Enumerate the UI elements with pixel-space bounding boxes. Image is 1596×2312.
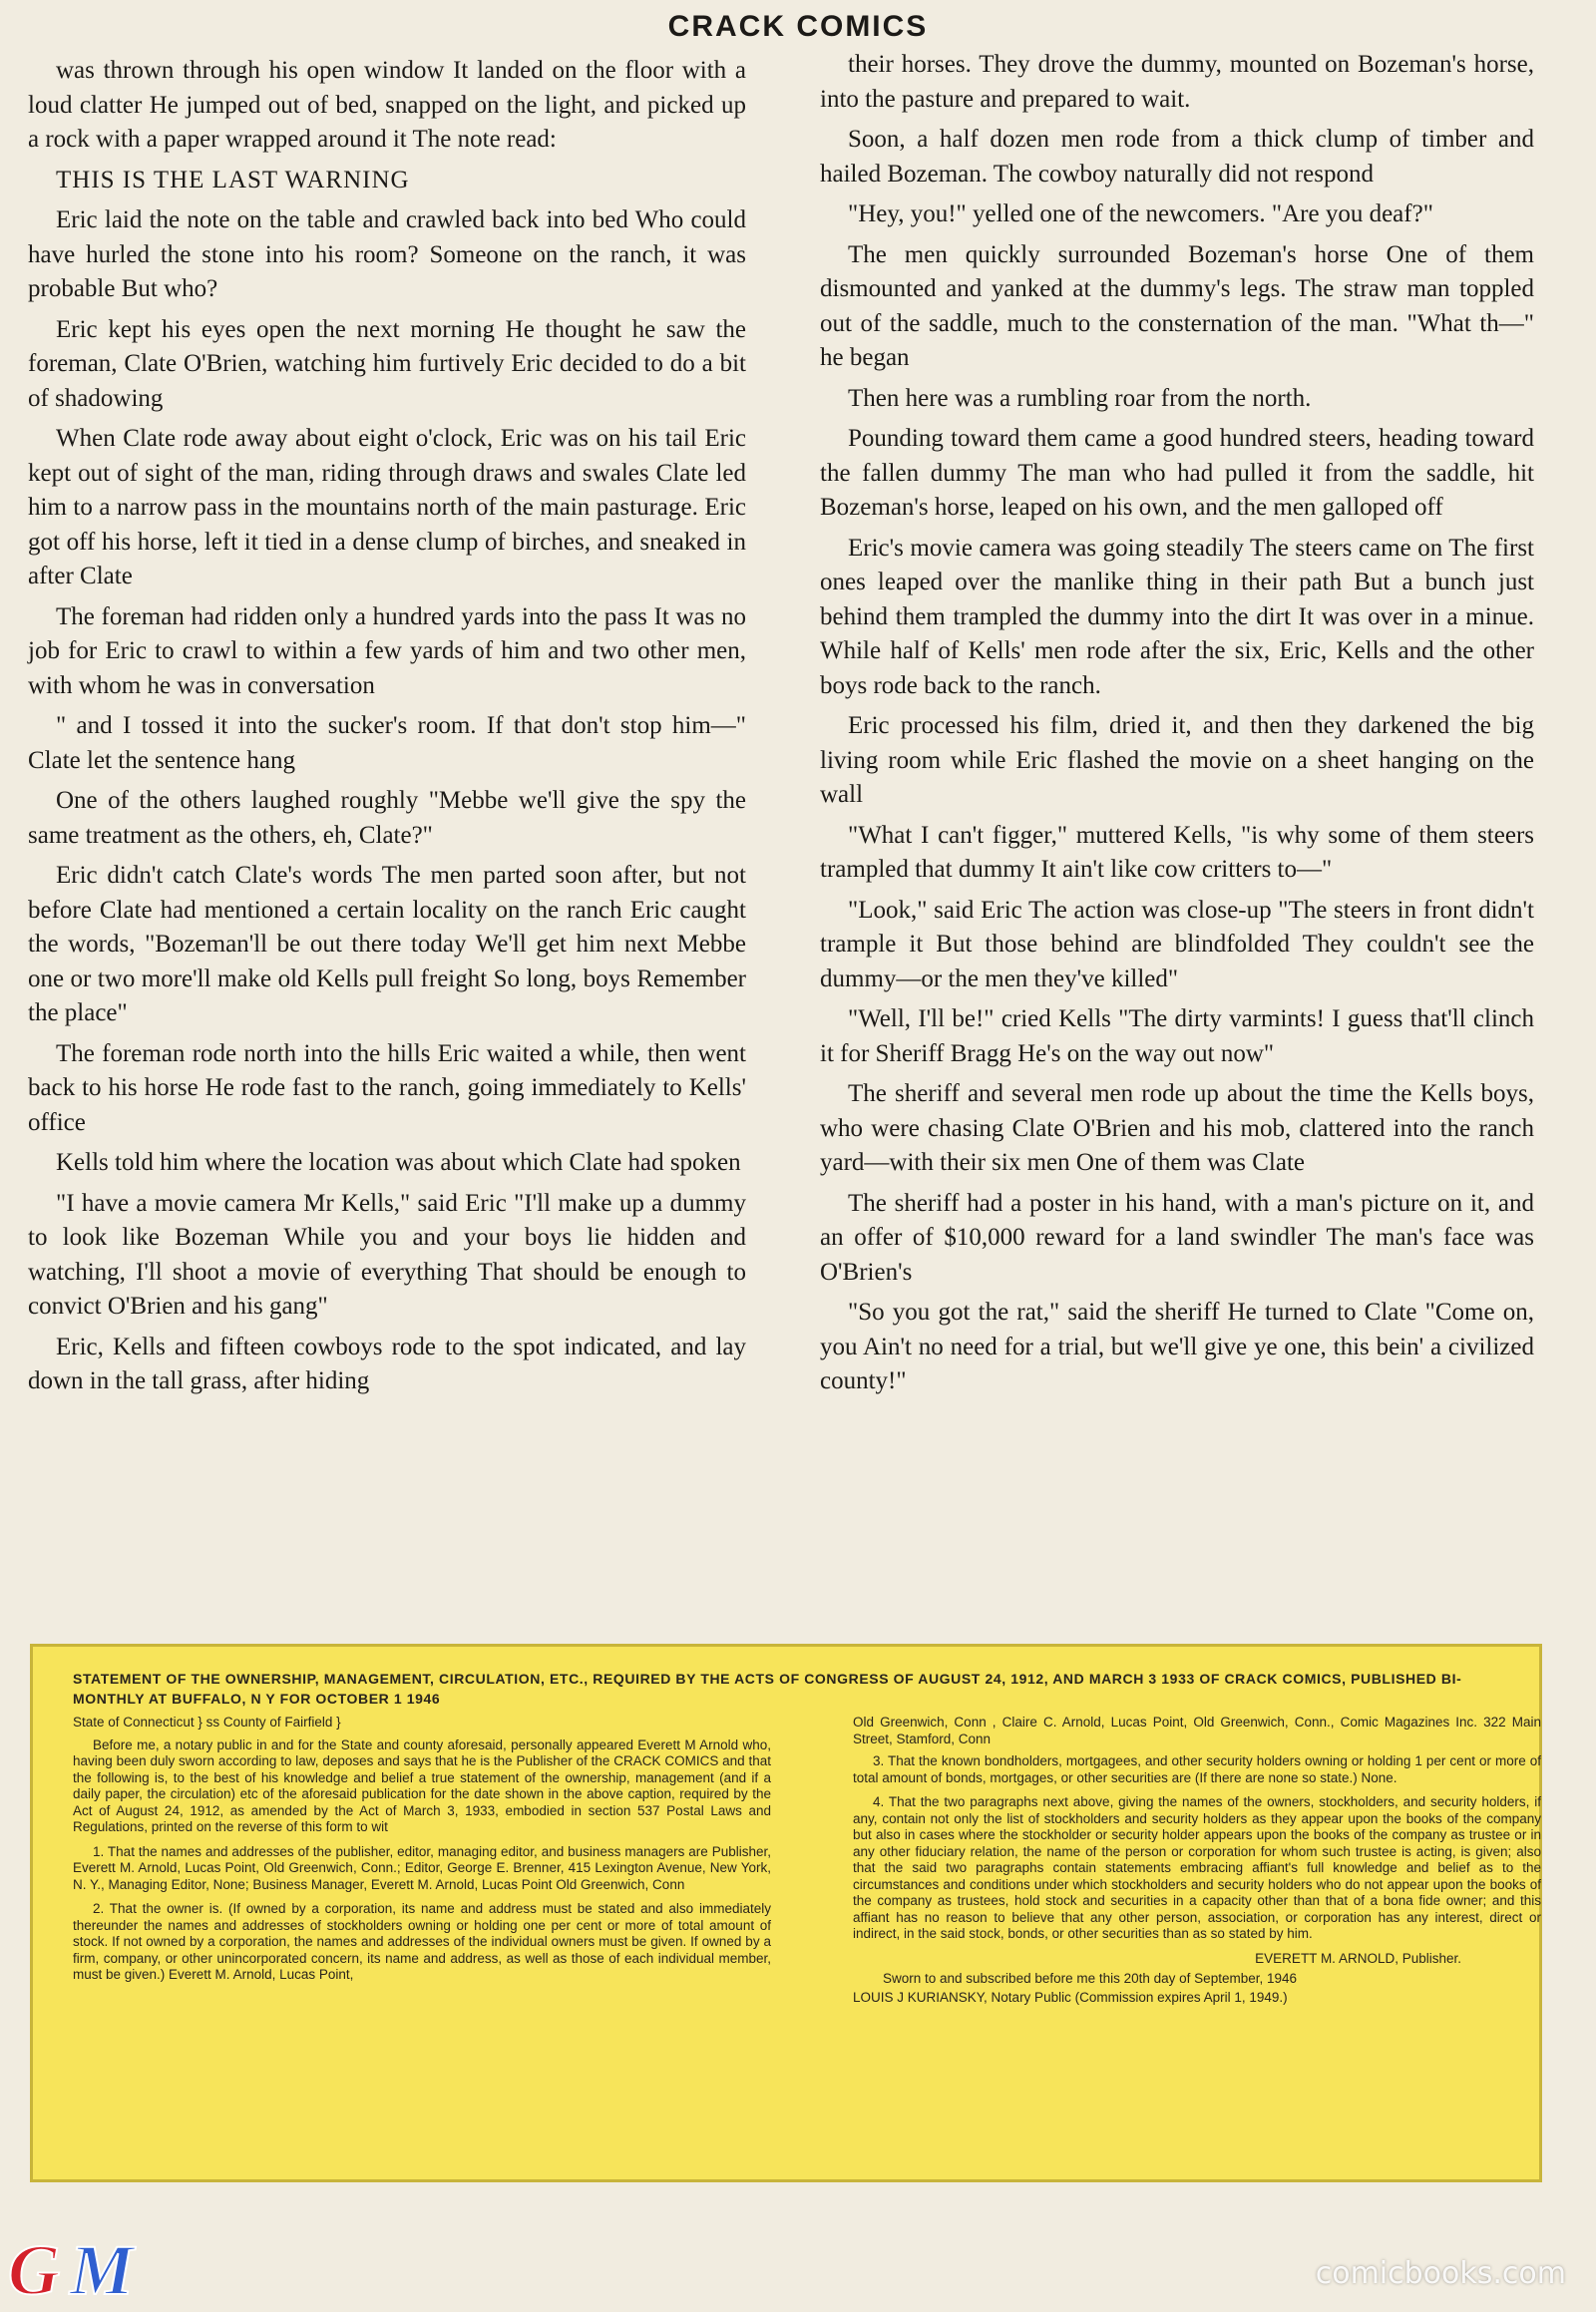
svg-text:M: M	[70, 2230, 135, 2306]
statement-paragraph: 4. That the two paragraphs next above, giving the names of the owners, stockholders, and security holders, if any, contain not only the list of stockholders and security holders as they appear upon the books of the company but also in cases where the stockholder or security holder appears upon the books of the company as trustee or in any other fiduciary relation, the name of the person or corporation for whom such trustee is acting, is given; also that the said two paragraphs contain statements embracing affiant's full knowledge and belief as to the circumstances and conditions under which stockholders and security holders who do not appear upon the books of the company as trustees, hold stock and securities in a capacity other than that of a bona fide owner; and this affiant has no reason to believe that any other person, association, or corporation has any interest, direct or indirect, in the said stock, bonds, or other securities than as so stated by him.	[853, 1794, 1541, 1941]
story-paragraph: Eric kept his eyes open the next morning He thought he saw the foreman, Clate O'Brien, watching him furtively Eric decided to do a bit of shadowing	[28, 315, 746, 412]
story-paragraph: Eric processed his film, dried it, and then they darkened the big living room while Eric flashed the movie on a sheet hanging on the wall	[820, 712, 1534, 808]
story-column-left	[28, 54, 746, 1405]
story-paragraph: "Well, I'll be!" cried Kells "The dirty varmints! I guess that'll clinch it for Sheriff Bragg He's on the way out now"	[820, 1005, 1534, 1067]
sworn-line: Sworn to and subscribed before me this 20th day of September, 1946	[883, 1971, 1298, 1986]
statement-heading: STATEMENT OF THE OWNERSHIP, MANAGEMENT, CIRCULATION, ETC., REQUIRED BY THE ACTS OF CONGRESS OF AUGUST 24, 1912, AND MARCH 3 1933 OF CRACK COMICS, PUBLISHED BI-MONTHLY AT BUFFALO, N Y FOR OCTOBER 1 1946	[73, 1671, 1462, 1707]
story-paragraph: Kells told him where the location was about which Clate had spoken	[56, 1149, 741, 1176]
story-paragraph: their horses. They drove the dummy, mounted on Bozeman's horse, into the pasture and prepared to wait.	[820, 51, 1534, 113]
statement-column-right	[853, 1715, 1541, 2012]
story-paragraph: "So you got the rat," said the sheriff He turned to Clate "Come on, you Ain't no need for a trial, but we'll give ye one, this bein' a civilized county!"	[820, 1299, 1534, 1394]
story-paragraph: The sheriff and several men rode up about the time the Kells boys, who were chasing Clate O'Brien and his mob, clattered into the ranch yard—with their six men One of them was Clate	[820, 1080, 1534, 1176]
story-paragraph: Soon, a half dozen men rode from a thick clump of timber and hailed Bozeman. The cowboy naturally did not respond	[820, 126, 1534, 188]
statement-paragraph: Before me, a notary public in and for the State and county aforesaid, personally appeared Everett M Arnold who, having been duly sworn according to law, deposes and says that he is the Publisher of the CRACK COMICS and that the following is, to the best of his knowledge and belief a true statement of the ownership, management (and if a daily paper, the circulation) etc of the aforesaid publication for the date shown in the above caption, required by the Act of August 24, 1912, as amended by the Act of March 3, 1933, embodied in section 537 Postal Laws and Regulations, printed on the reverse of this form to wit	[73, 1736, 771, 1834]
story-paragraph: "Hey, you!" yelled one of the newcomers. "Are you deaf?"	[848, 200, 1433, 227]
story-paragraph: " and I tossed it into the sucker's room. If that don't stop him—" Clate let the sentence hang	[28, 712, 746, 774]
story-paragraph: The men quickly surrounded Bozeman's horse One of them dismounted and yanked at the dummy's legs. The straw man toppled out of the saddle, much to the consternation of the man. "What th—" he began	[820, 240, 1534, 371]
statement-paragraph: Old Greenwich, Conn , Claire C. Arnold, Lucas Point, Old Greenwich, Conn., Comic Magazines Inc. 322 Main Street, Stamford, Conn	[853, 1715, 1541, 1746]
story-paragraph: "What I can't figger," muttered Kells, "is why some of them steers trampled that dummy It ain't like cow critters to—"	[820, 821, 1534, 883]
notary-line: LOUIS J KURIANSKY, Notary Public (Commission expires April 1, 1949.)	[853, 1989, 1288, 2005]
story-paragraph: The foreman rode north into the hills Eric waited a while, then went back to his horse He rode fast to the ranch, going immediately to Kells' office	[28, 1039, 746, 1136]
story-paragraph: One of the others laughed roughly "Mebbe we'll give the spy the same treatment as the others, eh, Clate?"	[28, 787, 746, 849]
gm-logo-icon	[4, 2230, 174, 2306]
story-column-right	[820, 48, 1534, 1405]
statement-venue: State of Connecticut } ss County of Fairfield }	[73, 1715, 341, 1730]
site-watermark: comicbooks.com	[1315, 2256, 1566, 2291]
story-paragraph: Pounding toward them came a good hundred steers, heading toward the fallen dummy The man who had pulled it from the saddle, hit Bozeman's horse, leaped on his own, and the men galloped off	[820, 425, 1534, 521]
story-paragraph: When Clate rode away about eight o'clock, Eric was on his tail Eric kept out of sight of the man, riding through draws and swales Clate led him to a narrow pass in the mountains north of the main pasturage. Eric got off his horse, left it tied in a dense clump of birches, and sneaked in after Clate	[28, 425, 746, 589]
story-paragraph: The sheriff had a poster in his hand, with a man's picture on it, and an offer of $10,000 reward for a land swindler The man's face was O'Brien's	[820, 1189, 1534, 1286]
story-paragraph: The foreman had ridden only a hundred yards into the pass It was no job for Eric to crawl to within a few yards of him and two other men, with whom he was in conversation	[28, 602, 746, 699]
statement-column-left	[73, 1715, 771, 1992]
story-paragraph: Eric's movie camera was going steadily The steers came on The first ones leaped over the manlike thing in their path But a bunch just behind them trampled the dummy into the dirt It was over in a minue. While half of Kells' men rode after the six, Eric, Kells and the other boys rode back to the ranch.	[820, 534, 1534, 699]
story-paragraph: "Look," said Eric The action was close-up "The steers in front didn't trample it But those behind are blindfolded They couldn't see the dummy—or the men they've killed"	[820, 896, 1534, 992]
statement-paragraph: 3. That the known bondholders, mortgagees, and other security holders owning or holding 1 per cent or more of total amount of bonds, mortgages, or other securities are (If there are none so state.) None.	[853, 1753, 1541, 1785]
ownership-statement	[30, 1644, 1542, 2182]
svg-text:G: G	[8, 2230, 60, 2306]
warning-note: THIS IS THE LAST WARNING	[56, 166, 410, 193]
story-paragraph: Eric laid the note on the table and crawled back into bed Who could have hurled the stone into his room? Someone on the ranch, it was probable But who?	[28, 206, 746, 302]
story-paragraph: "I have a movie camera Mr Kells," said Eric "I'll make up a dummy to look like Bozeman While you and your boys lie hidden and watching, I'll shoot a movie of everything That should be enough to convict O'Brien and his gang"	[28, 1189, 746, 1320]
story-paragraph: was thrown through his open window It landed on the floor with a loud clatter He jumped out of bed, snapped on the light, and picked up a rock with a paper wrapped around it The note read:	[28, 57, 746, 153]
statement-paragraph: 1. That the names and addresses of the publisher, editor, managing editor, and business managers are Publisher, Everett M. Arnold, Lucas Point, Old Greenwich, Conn.; Editor, George E. Brenner, 415 Lexington Avenue, New York, N. Y., Managing Editor, None; Business Manager, Everett M. Arnold, Lucas Point Old Greenwich, Conn	[73, 1843, 771, 1892]
story-paragraph: Then here was a rumbling roar from the north.	[848, 384, 1312, 412]
story-paragraph: Eric, Kells and fifteen cowboys rode to the spot indicated, and lay down in the tall grass, after hiding	[28, 1333, 746, 1394]
page-title: CRACK COMICS	[667, 10, 929, 43]
story-paragraph: Eric didn't catch Clate's words The men parted soon after, but not before Clate had mentioned a certain locality on the ranch Eric caught the words, "Bozeman'll be out there today We'll get him next Mebbe one or two more'll make old Kells pull freight So long, boys Remember the place"	[28, 862, 746, 1026]
publisher-signature: EVERETT M. ARNOLD, Publisher.	[1255, 1950, 1461, 1966]
statement-paragraph: 2. That the owner is. (If owned by a corporation, its name and address must be stated and also immediately thereunder the names and addresses of stockholders owning or holding one per cent or more of total amount of stock. If not owned by a corporation, the names and addresses of the individual owners must be given. If owned by a firm, company, or other unincorporated concern, its name and address, as well as those of each individual member, must be given.) Everett M. Arnold, Lucas Point,	[73, 1901, 771, 1982]
